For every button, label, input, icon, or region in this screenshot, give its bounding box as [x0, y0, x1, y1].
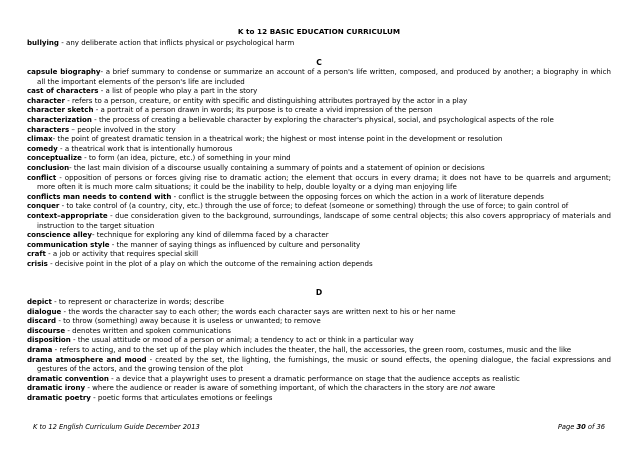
glossary-definition [78, 335, 414, 344]
term-separator: – [69, 124, 78, 134]
glossary-term: discard [27, 316, 57, 326]
glossary-entry [27, 153, 611, 163]
glossary-definition [53, 249, 198, 258]
glossary-entry [27, 297, 611, 307]
term-separator: - [171, 191, 179, 201]
definition-text: to throw (something) away because it is useless or unwanted; to remove [63, 316, 321, 326]
glossary-entry [27, 316, 611, 326]
glossary-entry [27, 201, 611, 211]
definition-text: opposition of persons or forces giving rise to dramatic action; the element that occurs in every drama; it does not have to be quarrels and argument; more often it is much more calm situations; it could be the inability to help, double loyalty or a dying man enjoying life [37, 172, 611, 192]
glossary-term: character sketch [27, 105, 94, 115]
term-separator: - [52, 344, 60, 354]
glossary-definition [59, 345, 571, 354]
glossary-term: dramatic poetry [27, 392, 91, 402]
term-separator: - [47, 258, 55, 268]
definition-text: a brief summary to condense or summarize an account of a person's life written, composed, and produced by another; a biography in which all the important elements of the person's life are included [37, 67, 611, 86]
definition-text: people involved in the story [77, 124, 176, 134]
glossary-definition [74, 163, 485, 172]
glossary-definition [89, 153, 291, 162]
glossary-term: conflict [27, 172, 57, 182]
term-separator: - [109, 239, 117, 249]
glossary-term: dramatic irony [27, 383, 86, 393]
glossary-definition [37, 67, 611, 86]
footer-page-number [558, 423, 605, 431]
glossary-entry [27, 345, 611, 355]
definition-text: the last main division of a discourse usually containing a summary of points and a statement of opinion or decisions [73, 162, 485, 172]
definition-text: poetic forms that articulates emotions or feelings [97, 392, 273, 402]
glossary-term: craft [27, 249, 46, 259]
glossary-term: capsule biography [27, 67, 101, 76]
glossary-term: character [27, 95, 65, 105]
glossary-section-c [27, 67, 611, 268]
term-separator: - [81, 153, 89, 163]
glossary-term: drama atmosphere and mood [27, 354, 147, 364]
definition-text: decisive point in the plot of a play on which the outcome of the remaining action depends [54, 258, 373, 268]
definition-text: due consideration given to the background, surroundings, landscape of some central objects; this also covers appropriacy of materials and instruction to the target situation [37, 210, 611, 230]
definition-text: a theatrical work that is intentionally humorous [64, 143, 233, 153]
glossary-definition [99, 115, 554, 124]
glossary-term: dialogue [27, 306, 62, 316]
section-letter-c: C [316, 58, 322, 67]
page-header: K to 12 BASIC EDUCATION CURRICULUM [237, 27, 401, 36]
page-footer [33, 423, 605, 433]
term-separator: - [65, 325, 73, 335]
glossary-entry [27, 259, 611, 269]
glossary-entry [27, 355, 611, 374]
glossary-entry [27, 335, 611, 345]
glossary-definition [57, 134, 502, 143]
glossary-term: disposition [27, 335, 71, 345]
glossary-term: discourse [27, 325, 66, 335]
term-separator: - [92, 230, 97, 240]
glossary-entry [27, 211, 611, 230]
glossary-term: characters [27, 124, 70, 134]
glossary-definition [178, 192, 544, 201]
glossary-entry [27, 383, 611, 393]
glossary-term: conflicts man needs to contend with [27, 191, 172, 201]
definition-text: to take control of (a country, city, etc.) through the use of force; to defeat (someone or something) through the use of force; to gain control of [66, 201, 569, 211]
term-separator: - [58, 38, 66, 47]
glossary-definition [68, 307, 455, 316]
definition-text: the process of creating a believable character by exploring the character's physical, social, and psychological aspects of the role [98, 114, 554, 124]
glossary-definition [106, 86, 258, 95]
glossary-definition [66, 201, 568, 210]
glossary-term: conceptualize [27, 153, 82, 163]
definition-text: created by the set, the lighting, the furnishings, the music or sound effects, the opening dialogue, the facial expressions and gestures of the actors, and the growing tension of the plot [37, 354, 611, 374]
definition-text: technique for exploring any kind of dilemma faced by a character [96, 230, 329, 240]
glossary-definition [72, 96, 467, 105]
glossary-definition [63, 316, 321, 325]
glossary-definition [98, 393, 272, 402]
term-separator: - [52, 134, 58, 144]
glossary-definition [101, 105, 433, 114]
definition-text: the words the character say to each other; the words each character says are written next to his or her name [68, 306, 456, 316]
glossary-entry [27, 67, 611, 86]
term-separator: - [93, 105, 101, 115]
glossary-entry [27, 144, 611, 154]
glossary-definition [66, 38, 294, 47]
glossary-entry [27, 192, 611, 202]
term-separator: - [70, 335, 78, 345]
glossary-entry [27, 249, 611, 259]
glossary-entry [27, 326, 611, 336]
glossary-definition [37, 211, 611, 230]
glossary-entry [27, 240, 611, 250]
glossary-term: characterization [27, 114, 92, 124]
term-separator: - [56, 316, 64, 326]
definition-text: a device that a playwright uses to present a dramatic performance on stage that the audience accepts as realistic [115, 373, 520, 383]
glossary-term: drama [27, 344, 53, 354]
definition-text: a job or activity that requires special skill [52, 249, 199, 259]
glossary-entry [27, 38, 611, 48]
definition-text: to form (an idea, picture, etc.) of something in your mind [88, 153, 291, 163]
glossary-definition [72, 326, 231, 335]
term-separator: - [98, 86, 106, 96]
glossary-term: bullying [27, 38, 59, 47]
term-separator: - [91, 114, 99, 124]
glossary-term: context–appropriate [27, 210, 108, 220]
glossary-entry [27, 393, 611, 403]
term-separator: - [45, 249, 53, 259]
glossary-definition [116, 374, 520, 383]
glossary-entry [27, 134, 611, 144]
term-separator: - [90, 392, 98, 402]
glossary-entry [27, 86, 611, 96]
term-separator: - [85, 383, 93, 393]
definition-text: any deliberate action that inflicts physical or psychological harm [66, 38, 295, 47]
glossary-term: conclusion [27, 162, 70, 172]
definition-text: conflict is the struggle between the opposing forces on which the action in a work of literature depends [178, 191, 544, 201]
glossary-section-b [27, 38, 611, 48]
term-separator: - [57, 143, 65, 153]
section-letter-d: D [315, 288, 323, 297]
definition-tail: aware [471, 383, 496, 393]
term-separator: - [100, 67, 106, 76]
glossary-section-d [27, 297, 611, 403]
glossary-term: cast of characters [27, 86, 99, 96]
glossary-entry [27, 230, 611, 240]
glossary-definition [65, 144, 233, 153]
definition-text: a list of people who play a part in the story [105, 86, 258, 96]
term-separator: - [146, 354, 156, 364]
glossary-entry [27, 96, 611, 106]
definition-text: the manner of saying things as influenced by culture and personality [116, 239, 361, 249]
definition-text: a portrait of a person drawn in words; its purpose is to create a vivid impression of the person [100, 105, 433, 115]
glossary-term: communication style [27, 239, 110, 249]
definition-text: the point of greatest dramatic tension in a theatrical work; the highest or most intense point in the development or resolution [57, 134, 503, 144]
glossary-definition [59, 297, 224, 306]
term-separator: - [69, 162, 74, 172]
glossary-entry [27, 307, 611, 317]
definition-text: refers to a person, creature, or entity with specific and distinguishing attributes portrayed by the actor in a play [72, 95, 468, 105]
glossary-term: depict [27, 297, 52, 306]
term-separator: - [59, 201, 67, 211]
glossary-definition [92, 383, 495, 392]
term-separator: - [64, 95, 73, 105]
term-separator: - [56, 172, 65, 182]
definition-text: the usual attitude or mood of a person or animal; a tendency to act or think in a particular way [77, 335, 414, 345]
footer-page-prefix: Page [557, 423, 577, 431]
glossary-entry [27, 125, 611, 135]
glossary-entry [27, 115, 611, 125]
footer-page-suffix: of 36 [585, 423, 605, 431]
glossary-entry [27, 105, 611, 115]
definition-text: to represent or characterize in words; describe [58, 297, 225, 306]
glossary-entry [27, 163, 611, 173]
glossary-definition [117, 240, 361, 249]
definition-emphasis: not [460, 383, 472, 393]
definition-text: where the audience or reader is aware of something important, of which the characters in the story are [92, 383, 460, 393]
glossary-term: comedy [27, 143, 58, 153]
footer-current-page: 30 [576, 423, 586, 431]
definition-text: denotes written and spoken communications [72, 325, 231, 335]
glossary-definition [55, 259, 373, 268]
glossary-entry [27, 173, 611, 192]
term-separator: - [107, 210, 116, 220]
glossary-entry [27, 374, 611, 384]
glossary-term: conquer [27, 201, 60, 211]
glossary-term: conscience alley [27, 230, 92, 240]
term-separator: - [108, 373, 116, 383]
term-separator: - [61, 306, 69, 316]
term-separator: - [51, 297, 59, 306]
glossary-term: climax [27, 134, 53, 144]
glossary-definition [77, 125, 176, 134]
footer-guide-title: K to 12 English Curriculum Guide December 2013 [33, 423, 200, 431]
glossary-definition [37, 173, 611, 192]
glossary-definition [97, 230, 329, 239]
glossary-term: crisis [27, 258, 48, 268]
definition-text: refers to acting, and to the set up of the play which includes the theater, the hall, the accessories, the green room, costumes, music and the like [59, 344, 572, 354]
glossary-term: dramatic convention [27, 373, 109, 383]
